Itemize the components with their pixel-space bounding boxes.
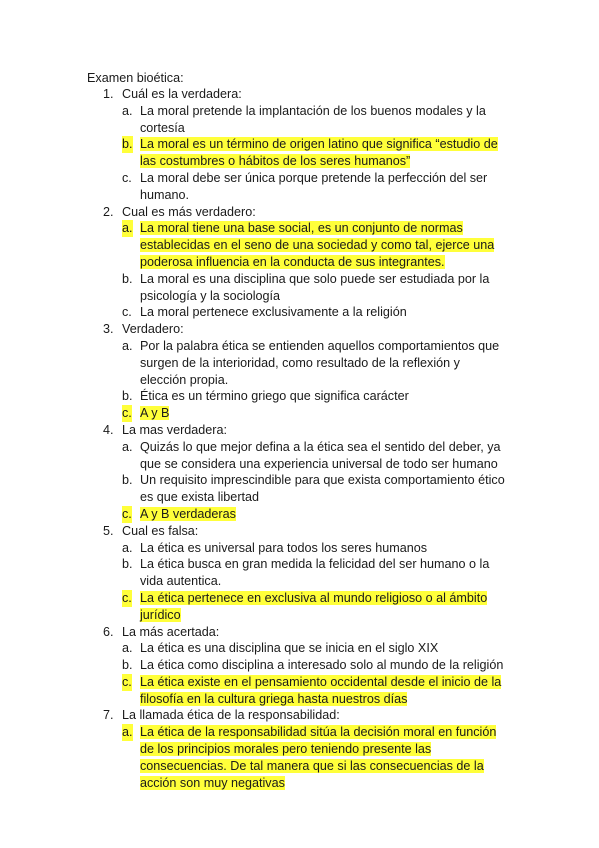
highlighted-answer-text: A y B verdaderas <box>140 506 236 521</box>
question-number: 4. <box>103 422 114 437</box>
question-3 <box>0 321 599 422</box>
question-4 <box>0 422 599 523</box>
option-text: La moral pertenece exclusivamente a la religión <box>140 305 407 320</box>
option-1a <box>0 103 599 137</box>
option-text: La moral pretende la implantación de los buenos modales y la cortesía <box>140 103 486 135</box>
option-text: La moral debe ser única porque pretende la perfección del ser humano. <box>140 170 488 202</box>
option-letter: b. <box>122 137 133 152</box>
highlighted-answer-text: A y B <box>140 406 170 421</box>
option-3a <box>0 338 599 388</box>
option-3b <box>0 388 599 405</box>
option-text: Por la palabra ética se entienden aquellos comportamientos que surgen de la interioridad, como resultado de la reflexión y elección propia. <box>140 338 500 387</box>
highlighted-answer-text: La ética existe en el pensamiento occidental desde el inicio de la filosofía en la cultura griega hasta nuestros días <box>140 674 502 706</box>
option-list <box>0 640 599 707</box>
option-5a <box>0 540 599 557</box>
option-1b <box>0 136 599 170</box>
question-number: 1. <box>103 87 114 101</box>
option-letter: a. <box>122 103 133 118</box>
option-text: Quizás lo que mejor defina a la ética sea el sentido del deber, ya que se considera una experiencia universal de todo ser humano <box>140 439 501 471</box>
option-7a <box>0 724 599 791</box>
option-letter: b. <box>122 557 133 572</box>
option-list <box>0 103 599 204</box>
option-4c <box>0 506 599 523</box>
option-list <box>0 338 599 422</box>
option-letter: b. <box>122 271 133 286</box>
question-2 <box>0 204 599 322</box>
highlighted-answer-text: La ética de la responsabilidad sitúa la decisión moral en función de los principios morales pero teniendo presente las consecuencias. De tal manera que si las consecuencias de la acción son muy negativas <box>140 725 497 790</box>
option-6a <box>0 640 599 657</box>
question-number: 6. <box>103 624 114 639</box>
option-3c <box>0 405 599 422</box>
option-2a <box>0 220 599 270</box>
option-letter: c. <box>122 590 132 605</box>
question-6 <box>0 624 599 708</box>
question-1 <box>0 86 599 204</box>
question-number: 3. <box>103 322 114 337</box>
option-list <box>0 540 599 624</box>
option-5c <box>0 590 599 624</box>
highlighted-answer-text: La moral tiene una base social, es un conjunto de normas establecidas en el seno de una sociedad y como tal, ejerce una poderosa influencia en la conducta de sus integrantes. <box>140 221 495 269</box>
option-text: La ética es universal para todos los seres humanos <box>140 540 428 555</box>
option-4a <box>0 439 599 473</box>
question-text: La llamada ética de la responsabilidad: <box>122 708 340 723</box>
question-text: La mas verdadera: <box>122 422 228 437</box>
option-letter: a. <box>122 221 133 236</box>
option-list <box>0 220 599 321</box>
question-text: Cual es falsa: <box>122 523 199 538</box>
option-6b <box>0 657 599 674</box>
question-text: La más acertada: <box>122 624 220 639</box>
question-number: 5. <box>103 523 114 538</box>
option-5b <box>0 556 599 590</box>
option-letter: a. <box>122 641 133 656</box>
option-list <box>0 724 599 791</box>
option-letter: c. <box>122 406 132 421</box>
option-4b <box>0 472 599 506</box>
option-letter: c. <box>122 170 132 185</box>
option-letter: a. <box>122 439 133 454</box>
option-1c <box>0 170 599 204</box>
option-letter: c. <box>122 305 132 320</box>
option-text: La ética como disciplina a interesado solo al mundo de la religión <box>140 658 504 673</box>
question-text: Cual es más verdadero: <box>122 204 256 219</box>
document-title: Examen bioética: <box>87 71 184 85</box>
option-2b <box>0 271 599 305</box>
option-text: Ética es un término griego que significa carácter <box>140 389 409 404</box>
option-letter: b. <box>122 658 133 673</box>
question-5 <box>0 523 599 624</box>
option-list <box>0 439 599 523</box>
question-7 <box>0 707 599 791</box>
question-number: 2. <box>103 204 114 219</box>
option-letter: a. <box>122 725 133 740</box>
option-letter: b. <box>122 389 133 404</box>
option-letter: a. <box>122 540 133 555</box>
option-text: Un requisito imprescindible para que exista comportamiento ético es que exista libertad <box>140 473 505 505</box>
option-text: La ética busca en gran medida la felicidad del ser humano o la vida autentica. <box>140 557 490 589</box>
option-letter: c. <box>122 674 132 689</box>
question-list <box>0 86 599 791</box>
option-6c <box>0 674 599 708</box>
option-text: La moral es una disciplina que solo puede ser estudiada por la psicología y la sociología <box>140 271 490 303</box>
option-text: La ética es una disciplina que se inicia en el siglo XIX <box>140 641 439 656</box>
question-text: Verdadero: <box>122 322 184 337</box>
highlighted-answer-text: La ética pertenece en exclusiva al mundo religioso o al ámbito jurídico <box>140 590 488 622</box>
option-letter: c. <box>122 506 132 521</box>
option-2c <box>0 304 599 321</box>
option-letter: b. <box>122 473 133 488</box>
highlighted-answer-text: La moral es un término de origen latino que significa “estudio de las costumbres o hábitos de los seres humanos” <box>140 137 498 169</box>
option-letter: a. <box>122 338 133 353</box>
question-text: Cuál es la verdadera: <box>122 87 242 101</box>
question-number: 7. <box>103 708 114 723</box>
